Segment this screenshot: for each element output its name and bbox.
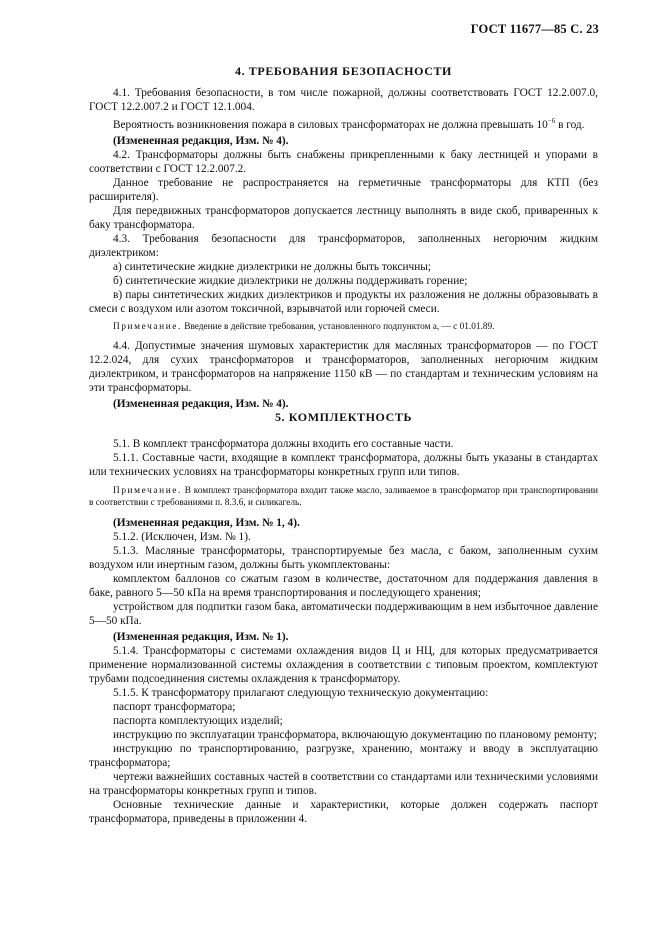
para-4-1: 4.1. Требования безопасности, в том числе пожарной, должны соответствовать ГОСТ 12.2.007.0, ГОСТ 12.2.007.2 и ГОСТ 12.1.004. [89, 87, 598, 113]
fire-probability-exponent: −6 [547, 117, 556, 125]
para-4-2: 4.2. Трансформаторы должны быть снабжены прикрепленными к баку лестницей и упорами в соответствии с ГОСТ 12.2.007.2. [89, 148, 598, 175]
para-4-2-exception: Данное требование не распространяется на герметичные трансформаторы для КТП (без расширителя). [89, 176, 598, 203]
item-gas-cylinders: комплектом баллонов со сжатым газом в количестве, достаточном для поддержания давления в баке, равного 5—50 кПа на время транспортирования и последующего хранения; [89, 573, 598, 599]
amend-4-a: (Измененная редакция, Изм. № 4). [113, 134, 289, 147]
item-gas-device: устройством для подпитки газом бака, автоматически поддерживающим в нем избыточное давление 5—50 кПа. [89, 601, 598, 627]
amend-4-b: (Измененная редакция, Изм. № 4). [113, 397, 289, 410]
para-5-1: 5.1. В комплект трансформатора должны входить его составные части. [113, 438, 454, 450]
note-4-3 [89, 321, 598, 333]
para-4-2-mobile: Для передвижных трансформаторов допускается лестницу выполнять в виде скоб, приваренных к баку трансформатора. [89, 204, 598, 231]
note-label: Примечание. [113, 486, 182, 496]
note-5-1-1 [89, 485, 598, 509]
section-5-body [89, 437, 598, 826]
fire-probability-end: в год. [555, 118, 585, 131]
doc-item-transport: инструкцию по транспортированию, разгрузке, хранению, монтажу и вводу в эксплуатацию трансформатора; [89, 743, 598, 769]
doc-item-drawings: чертежи важнейших составных частей в соответствии со стандартами или техническими условиями на трансформаторы конкретных групп и типов. [89, 771, 598, 797]
doc-item-passport: паспорт трансформатора; [113, 701, 236, 713]
para-4-3: 4.3. Требования безопасности для трансформаторов, заполненных негорючим жидким диэлектриком: [89, 232, 598, 259]
para-5-1-4: 5.1.4. Трансформаторы с системами охлаждения видов Ц и НЦ, для которых предусматривается применение нормализованной системы охлаждения в соответствии с типовым проектом, комплектуют трубами подсоединения системы охлаждения к трансформатору. [89, 645, 598, 685]
section-4-body [89, 86, 598, 411]
para-5-1-3: 5.1.3. Масляные трансформаторы, транспортируемые без масла, с баком, заполненным сухим воздухом или инертным газом, должны быть укомплектованы: [89, 545, 598, 571]
para-fire-probability [89, 114, 598, 132]
item-4-3-a: а) синтетические жидкие диэлектрики не должны быть токсичны; [113, 260, 431, 273]
note-text: Введение в действие требования, установленного подпунктом а, — с 01.01.89. [181, 321, 495, 332]
page-header: ГОСТ 11677—85 С. 23 [470, 22, 599, 36]
item-4-3-c: в) пары синтетических жидких диэлектриков и продукты их разложения не должны образовывать в смеси с воздухом или азотом токсичной, взрывчатой или горючей смеси. [89, 288, 598, 315]
section-5 [89, 410, 598, 425]
doc-item-components: паспорта комплектующих изделий; [113, 715, 283, 727]
amend-5-b: (Измененная редакция, Изм. № 1). [113, 631, 289, 643]
note-text: В комплект трансформатора входит также масло, заливаемое в трансформатор при транспортировании в соответствии с требованиями п. 8.3.6, и силикагель. [89, 486, 598, 508]
item-4-3-b: б) синтетические жидкие диэлектрики не должны поддерживать горение; [113, 274, 468, 287]
amend-5-a: (Измененная редакция, Изм. № 1, 4). [113, 517, 300, 529]
doc-item-operation: инструкцию по эксплуатации трансформатора, включающую документацию по плановому ремонту; [113, 729, 597, 741]
para-4-4: 4.4. Допустимые значения шумовых характеристик для масляных трансформаторов — по ГОСТ 12.2.024, для сухих трансформаторов и трансформаторов, заполненных негорючим жидким диэлектриком, и трансформаторов на напряжение 1150 кВ — по стандартам и техническим условиям на эти трансформаторы. [89, 339, 598, 394]
para-5-1-5: 5.1.5. К трансформатору прилагают следующую техническую документацию: [113, 687, 489, 699]
fire-probability-text: Вероятность возникновения пожара в силовых трансформаторах не должна превышать 10 [113, 118, 548, 131]
section-4-title: 4. ТРЕБОВАНИЯ БЕЗОПАСНОСТИ [234, 64, 452, 78]
para-5-1-2: 5.1.2. (Исключен, Изм. № 1). [113, 531, 251, 543]
section-5-title: 5. КОМПЛЕКТНОСТЬ [274, 410, 413, 424]
para-5-1-1: 5.1.1. Составные части, входящие в комплект трансформатора, должны быть указаны в стандартах или технических условиях на трансформаторы конкретных групп или типов. [89, 452, 598, 478]
para-main-data: Основные технические данные и характеристики, которые должен содержать паспорт трансформатора, приведены в приложении 4. [89, 799, 598, 825]
section-4 [89, 64, 598, 79]
note-label: Примечание. [113, 321, 182, 332]
